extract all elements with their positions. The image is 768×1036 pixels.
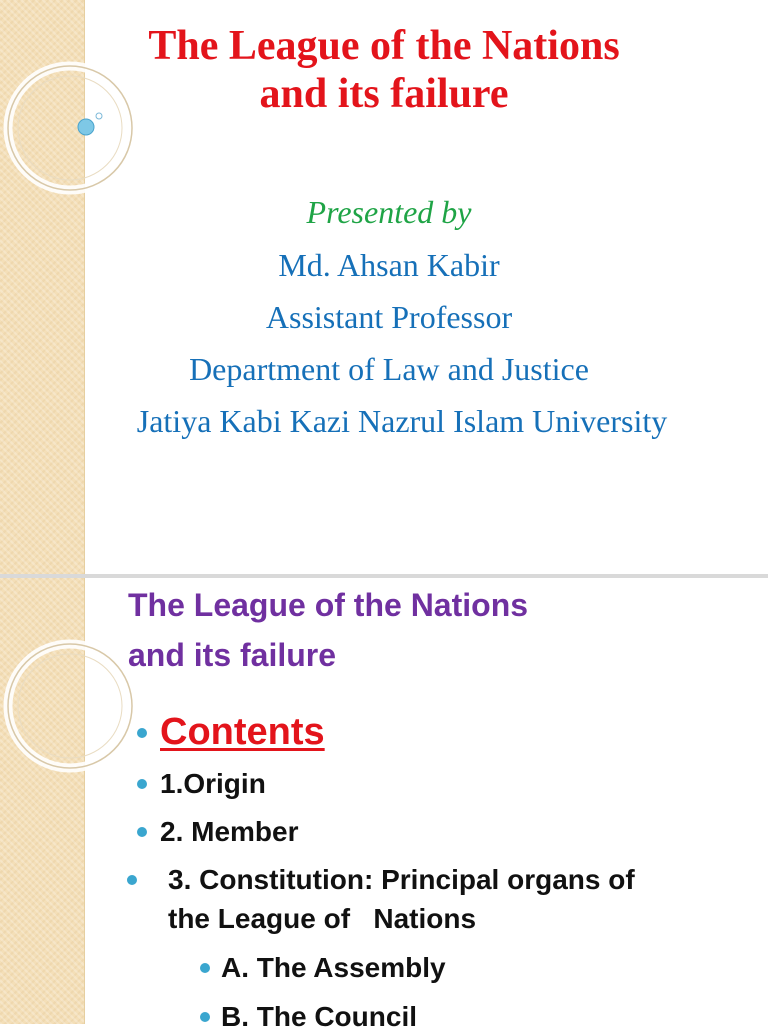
presenter-university: Jatiya Kabi Kazi Nazrul Islam University <box>136 403 668 439</box>
slide-title-line-2: and its failure <box>128 637 337 673</box>
bullet-dot <box>127 875 137 885</box>
list-item: 1.Origin <box>160 768 266 799</box>
bullet-dot <box>137 728 147 738</box>
list-item: B. The Council <box>221 1001 417 1032</box>
bullet-dot <box>137 827 147 837</box>
presenter-position: Assistant Professor <box>265 299 513 335</box>
presented-by-label: Presented by <box>306 194 472 230</box>
presenter-name: Md. Ahsan Kabir <box>278 247 500 283</box>
list-item-continuation: the League of Nations <box>168 903 477 934</box>
slide-title-line-1: The League of the Nations <box>128 587 529 623</box>
slide-title-line-2: and its failure <box>259 71 509 117</box>
slide-title-line-1: The League of the Nations <box>148 23 620 69</box>
list-item: 3. Constitution: Principal organs of <box>168 864 635 895</box>
bullet-dot <box>137 779 147 789</box>
list-item: A. The Assembly <box>221 952 446 983</box>
list-item: 2. Member <box>160 816 299 847</box>
contents-heading: Contents <box>160 711 325 753</box>
bullet-dot <box>200 963 210 973</box>
presenter-department: Department of Law and Justice <box>189 351 589 387</box>
slide-title <box>84 22 684 118</box>
slide-title <box>128 580 748 680</box>
bullet-dot <box>200 1012 210 1022</box>
